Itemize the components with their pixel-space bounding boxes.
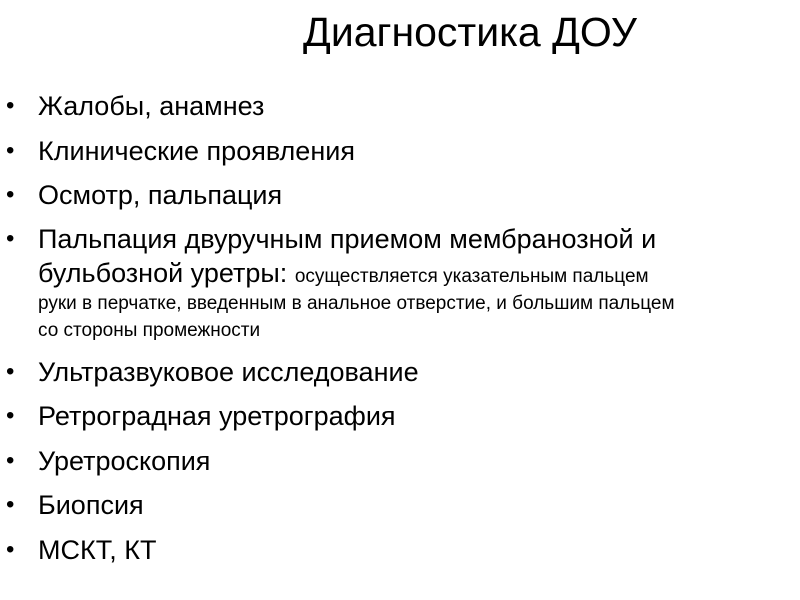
list-item (6, 532, 796, 568)
list-item (6, 222, 796, 344)
list-item-text: Уретроскопия (38, 445, 211, 476)
list-item (6, 398, 796, 434)
list-item (6, 354, 796, 390)
list-item-text: Осмотр, пальпация (38, 180, 283, 210)
list-item (6, 177, 796, 213)
list-item-detail: руки в перчатке, введенным в анальное отверстие, и большим пальцем (38, 292, 675, 314)
list-item-detail: со стороны промежности (38, 319, 261, 341)
list-item (6, 133, 796, 169)
list-item-text: Пальпация двуручным приемом мембранозной и (38, 223, 657, 254)
list-item (6, 443, 796, 479)
bullet-icon: • (6, 136, 15, 164)
list-item-text: Клинические проявления (38, 135, 355, 166)
bullet-icon: • (6, 181, 15, 208)
list-item-text: Жалобы, анамнез (38, 91, 265, 121)
bullet-icon: • (6, 357, 15, 385)
bullet-icon: • (6, 402, 15, 429)
bullet-icon: • (6, 535, 15, 563)
bullet-icon: • (6, 224, 15, 252)
slide-title: Диагностика ДОУ (303, 9, 637, 55)
list-item-text: МСКТ, КТ (38, 534, 157, 565)
list-item-text: Биопсия (38, 490, 144, 520)
bullet-list (6, 88, 796, 576)
list-item (6, 88, 796, 124)
bullet-icon: • (6, 446, 15, 474)
list-item-text: Ультразвуковое исследование (38, 356, 419, 387)
list-item-text: бульбозной уретры: (38, 257, 288, 288)
bullet-icon: • (6, 92, 15, 119)
list-item-detail: осуществляется указательным пальцем (294, 265, 649, 287)
bullet-icon: • (6, 491, 15, 518)
list-item (6, 487, 796, 523)
list-item-text: Ретроградная уретрография (38, 401, 396, 431)
